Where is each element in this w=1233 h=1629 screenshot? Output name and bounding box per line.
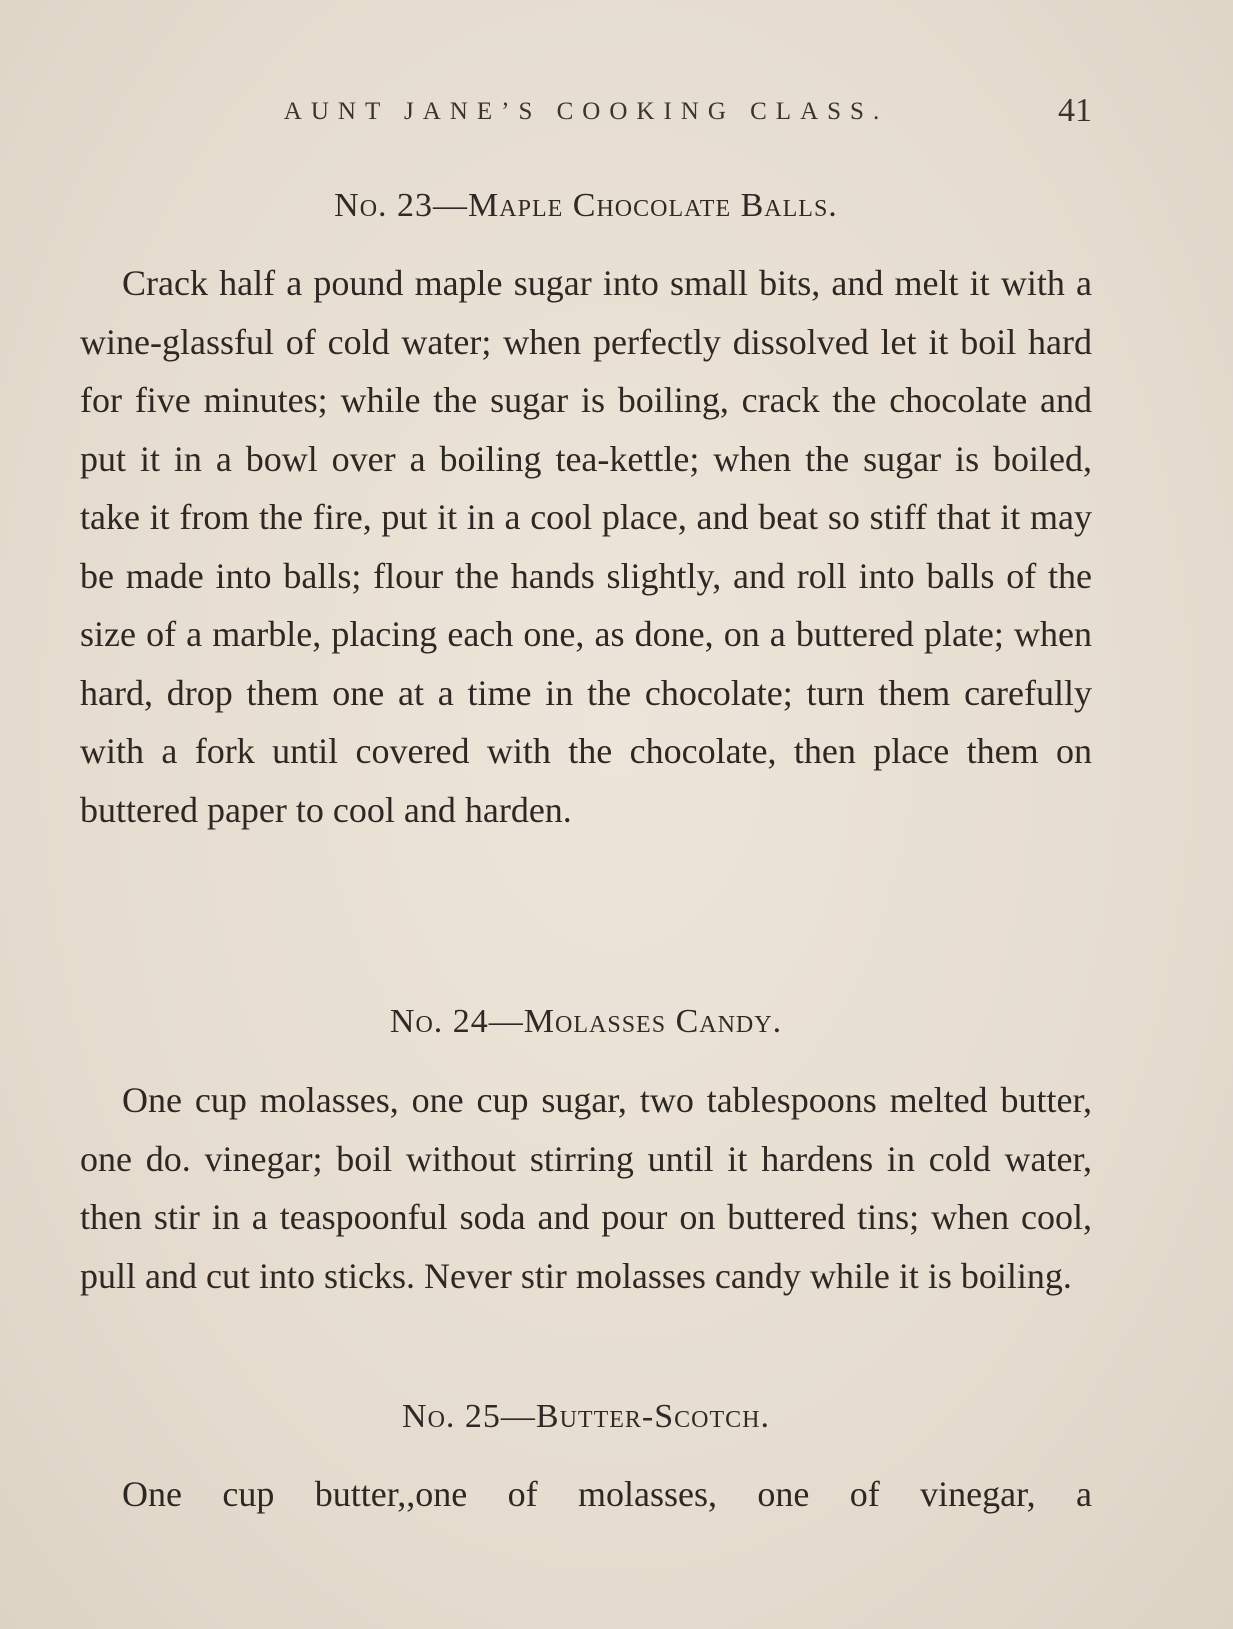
page-number: 41: [1058, 92, 1092, 129]
recipe-text-23: Crack half a pound maple sugar into small bits, and melt it with a wine-glassful of cold water; when perfectly dissolved let it boil hard for five minutes; while the sugar is boiling, crack the chocolate and put it in a bowl over a boiling tea-kettle; when the sugar is boiled, take it from the fire, put it in a cool place, and beat so stiff that it may be made into balls; flour the hands slightly, and roll into balls of the size of a marble, placing each one, as done, on a buttered plate; when hard, drop them one at a time in the chocolate; turn them carefully with a fork until covered with the chocolate, then place them on buttered paper to cool and harden.: [80, 263, 1092, 830]
recipe-heading-24: No. 24—Molasses Candy.: [389, 1003, 783, 1040]
running-head: [80, 92, 1092, 138]
recipe-heading-23: No. 23—Maple Chocolate Balls.: [334, 187, 838, 224]
recipe-heading-25: No. 25—Butter-Scotch.: [402, 1398, 770, 1435]
recipe-text-24: One cup molasses, one cup sugar, two tablespoons melted butter, one do. vinegar; boil without stirring until it hardens in cold water, then stir in a teaspoonful soda and pour on buttered tins; when cool, pull and cut into sticks. Never stir molasses candy while it is boiling.: [80, 1080, 1092, 1296]
recipe-text-25: One cup butter,,one of molasses, one of vinegar, a: [122, 1474, 1092, 1514]
running-title: AUNT JANE’S COOKING CLASS.: [283, 98, 889, 125]
